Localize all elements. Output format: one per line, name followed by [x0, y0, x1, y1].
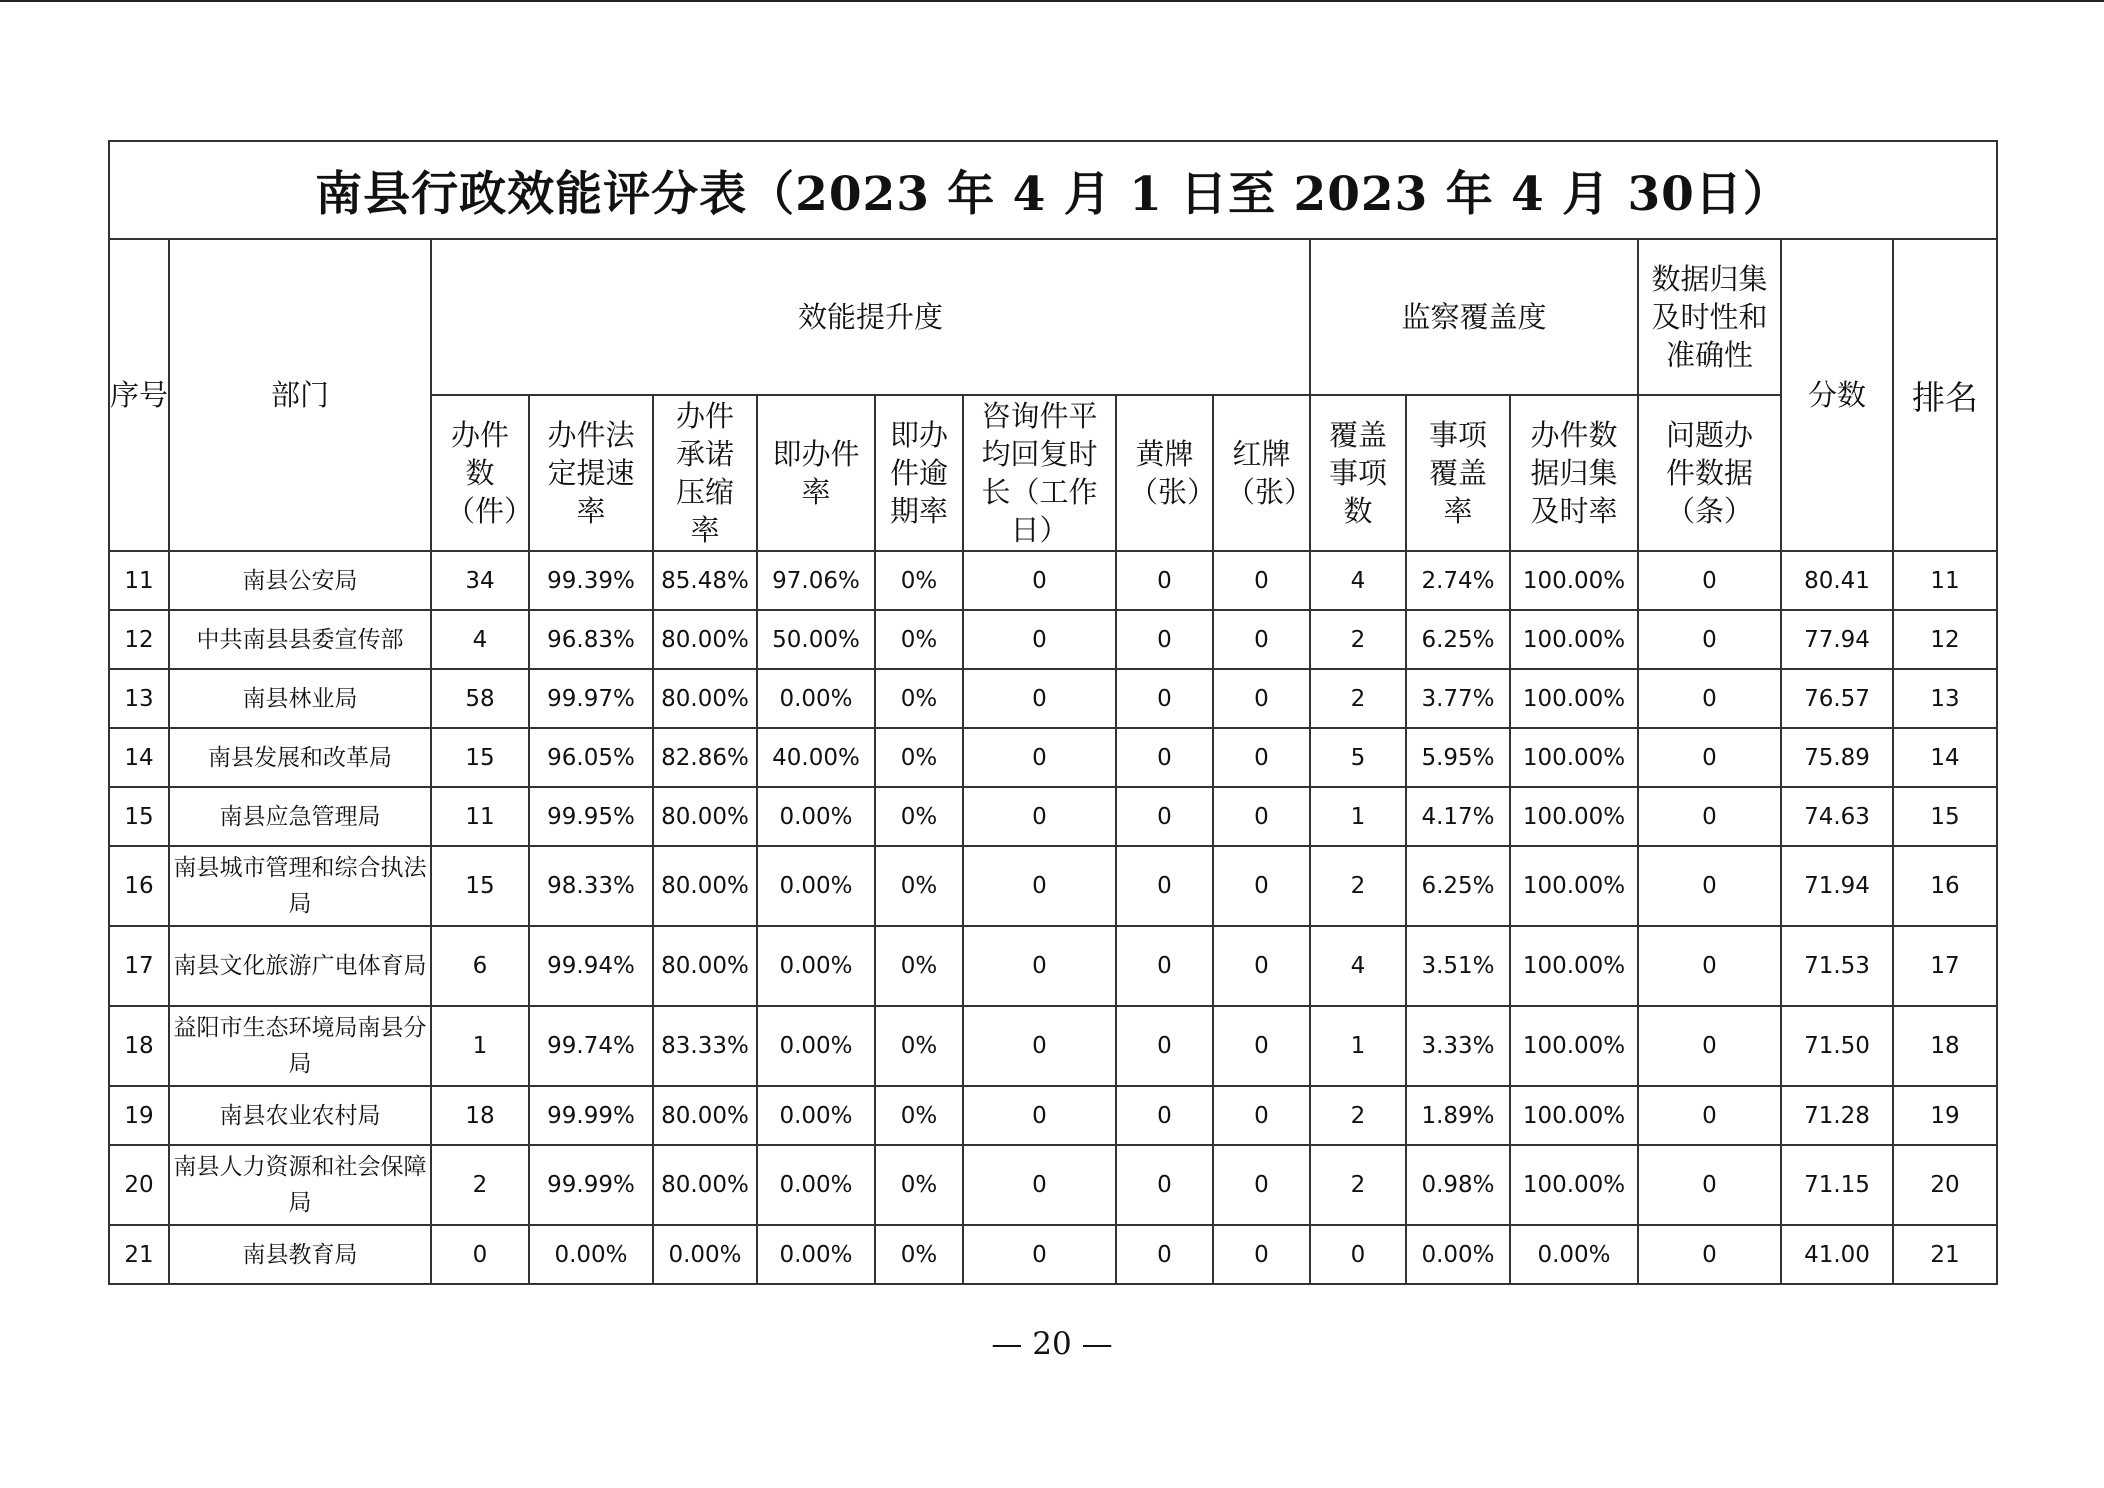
row-seq: 21 — [109, 1225, 169, 1284]
row-cell: 3.33% — [1406, 1006, 1510, 1086]
row-cell: 99.97% — [529, 669, 653, 728]
table-row — [109, 846, 1997, 926]
row-cell: 0% — [875, 669, 963, 728]
header-rank: 排名 — [1893, 239, 1997, 551]
row-cell: 0.00% — [653, 1225, 757, 1284]
table-row — [109, 926, 1997, 1006]
row-score: 75.89 — [1781, 728, 1893, 787]
row-cell: 0% — [875, 1225, 963, 1284]
row-cell: 99.99% — [529, 1145, 653, 1225]
row-dept: 南县人力资源和社会保障局 — [169, 1145, 431, 1225]
row-cell: 0.00% — [757, 1225, 875, 1284]
row-dept: 南县发展和改革局 — [169, 728, 431, 787]
row-cell: 0 — [963, 551, 1116, 610]
row-cell: 80.00% — [653, 669, 757, 728]
row-cell: 2 — [431, 1145, 529, 1225]
row-cell: 0 — [963, 1006, 1116, 1086]
table-row — [109, 1145, 1997, 1225]
row-cell: 0.00% — [757, 846, 875, 926]
row-score: 80.41 — [1781, 551, 1893, 610]
row-rank: 15 — [1893, 787, 1997, 846]
row-rank: 12 — [1893, 610, 1997, 669]
row-cell: 0.00% — [757, 926, 875, 1006]
row-cell: 99.39% — [529, 551, 653, 610]
row-score: 41.00 — [1781, 1225, 1893, 1284]
row-cell: 100.00% — [1510, 1086, 1638, 1145]
row-cell: 0 — [1638, 610, 1781, 669]
row-cell: 3.51% — [1406, 926, 1510, 1006]
row-cell: 0.00% — [1406, 1225, 1510, 1284]
row-seq: 17 — [109, 926, 169, 1006]
row-cell: 0 — [963, 787, 1116, 846]
row-cell: 100.00% — [1510, 787, 1638, 846]
row-cell: 100.00% — [1510, 610, 1638, 669]
header-col: 办件数（件） — [431, 395, 529, 551]
row-cell: 0 — [1116, 1006, 1213, 1086]
row-cell: 0% — [875, 926, 963, 1006]
row-cell: 4 — [1310, 551, 1406, 610]
row-cell: 0 — [1638, 1086, 1781, 1145]
row-cell: 1 — [1310, 1006, 1406, 1086]
row-cell: 0% — [875, 610, 963, 669]
header-col: 咨询件平均回复时长（工作日） — [963, 395, 1116, 551]
row-seq: 11 — [109, 551, 169, 610]
row-cell: 0.00% — [757, 1006, 875, 1086]
row-cell: 0.00% — [1510, 1225, 1638, 1284]
header-col: 办件数据归集及时率 — [1510, 395, 1638, 551]
row-cell: 0 — [1213, 610, 1310, 669]
row-rank: 16 — [1893, 846, 1997, 926]
row-cell: 0 — [1213, 1225, 1310, 1284]
row-cell: 0 — [1116, 610, 1213, 669]
row-cell: 0 — [1638, 846, 1781, 926]
header-col: 办件法定提速率 — [529, 395, 653, 551]
row-dept: 益阳市生态环境局南县分局 — [169, 1006, 431, 1086]
row-seq: 20 — [109, 1145, 169, 1225]
row-dept: 南县文化旅游广电体育局 — [169, 926, 431, 1006]
row-cell: 0% — [875, 846, 963, 926]
row-seq: 16 — [109, 846, 169, 926]
row-cell: 4.17% — [1406, 787, 1510, 846]
row-cell: 0.98% — [1406, 1145, 1510, 1225]
row-cell: 0.00% — [757, 1145, 875, 1225]
row-cell: 0 — [1213, 787, 1310, 846]
row-seq: 18 — [109, 1006, 169, 1086]
row-rank: 14 — [1893, 728, 1997, 787]
row-cell: 80.00% — [653, 787, 757, 846]
row-seq: 12 — [109, 610, 169, 669]
row-cell: 0 — [1638, 926, 1781, 1006]
row-score: 76.57 — [1781, 669, 1893, 728]
row-cell: 0 — [963, 610, 1116, 669]
row-cell: 0 — [1213, 669, 1310, 728]
row-cell: 0% — [875, 787, 963, 846]
row-dept: 南县教育局 — [169, 1225, 431, 1284]
row-cell: 0 — [1638, 551, 1781, 610]
row-cell: 0 — [963, 1225, 1116, 1284]
row-cell: 0 — [1116, 846, 1213, 926]
row-cell: 58 — [431, 669, 529, 728]
row-seq: 13 — [109, 669, 169, 728]
row-cell: 0.00% — [757, 787, 875, 846]
table-row — [109, 551, 1997, 610]
row-dept: 南县公安局 — [169, 551, 431, 610]
row-score: 71.50 — [1781, 1006, 1893, 1086]
header-col: 事项覆盖率 — [1406, 395, 1510, 551]
row-cell: 85.48% — [653, 551, 757, 610]
row-cell: 15 — [431, 728, 529, 787]
row-cell: 0% — [875, 1006, 963, 1086]
row-cell: 2.74% — [1406, 551, 1510, 610]
row-cell: 0 — [1116, 1086, 1213, 1145]
row-cell: 4 — [1310, 926, 1406, 1006]
row-rank: 18 — [1893, 1006, 1997, 1086]
row-score: 71.28 — [1781, 1086, 1893, 1145]
row-cell: 2 — [1310, 1145, 1406, 1225]
row-cell: 0 — [1638, 728, 1781, 787]
row-cell: 99.94% — [529, 926, 653, 1006]
row-cell: 80.00% — [653, 1086, 757, 1145]
header-col: 黄牌（张） — [1116, 395, 1213, 551]
row-cell: 0 — [1116, 669, 1213, 728]
row-cell: 0% — [875, 728, 963, 787]
row-cell: 0% — [875, 1086, 963, 1145]
row-cell: 11 — [431, 787, 529, 846]
row-cell: 100.00% — [1510, 669, 1638, 728]
row-cell: 0 — [963, 1145, 1116, 1225]
row-cell: 99.95% — [529, 787, 653, 846]
efficiency-score-table — [108, 140, 1998, 1285]
row-score: 74.63 — [1781, 787, 1893, 846]
row-rank: 21 — [1893, 1225, 1997, 1284]
page-number: — 20 — — [991, 1326, 1113, 1362]
row-score: 71.94 — [1781, 846, 1893, 926]
row-cell: 0 — [963, 846, 1116, 926]
row-cell: 100.00% — [1510, 846, 1638, 926]
row-cell: 100.00% — [1510, 926, 1638, 1006]
row-cell: 80.00% — [653, 846, 757, 926]
row-dept: 南县应急管理局 — [169, 787, 431, 846]
header-group-efficiency: 效能提升度 — [431, 239, 1310, 395]
row-cell: 2 — [1310, 1086, 1406, 1145]
table-row — [109, 669, 1997, 728]
row-cell: 0 — [1310, 1225, 1406, 1284]
row-cell: 96.05% — [529, 728, 653, 787]
row-rank: 17 — [1893, 926, 1997, 1006]
header-score: 分数 — [1781, 239, 1893, 551]
row-cell: 0 — [1116, 1145, 1213, 1225]
row-cell: 1 — [1310, 787, 1406, 846]
row-cell: 3.77% — [1406, 669, 1510, 728]
row-cell: 0 — [1638, 1225, 1781, 1284]
header-dept: 部门 — [169, 239, 431, 551]
row-cell: 0 — [1116, 728, 1213, 787]
row-cell: 0 — [963, 669, 1116, 728]
row-cell: 1 — [431, 1006, 529, 1086]
row-cell: 0 — [1116, 1225, 1213, 1284]
row-cell: 0 — [1213, 1145, 1310, 1225]
row-cell: 0 — [1116, 787, 1213, 846]
row-cell: 4 — [431, 610, 529, 669]
row-cell: 0.00% — [757, 669, 875, 728]
row-cell: 5 — [1310, 728, 1406, 787]
row-cell: 80.00% — [653, 1145, 757, 1225]
row-cell: 96.83% — [529, 610, 653, 669]
row-cell: 0 — [1638, 1006, 1781, 1086]
row-cell: 0 — [1213, 1006, 1310, 1086]
header-col: 红牌（张） — [1213, 395, 1310, 551]
row-cell: 0 — [963, 1086, 1116, 1145]
header-seq: 序号 — [109, 239, 169, 551]
row-cell: 0% — [875, 551, 963, 610]
row-cell: 100.00% — [1510, 1145, 1638, 1225]
header-col: 办件承诺压缩率 — [653, 395, 757, 551]
table-row — [109, 610, 1997, 669]
row-cell: 0 — [1213, 1086, 1310, 1145]
row-cell: 5.95% — [1406, 728, 1510, 787]
row-cell: 6.25% — [1406, 610, 1510, 669]
row-cell: 6.25% — [1406, 846, 1510, 926]
row-cell: 80.00% — [653, 610, 757, 669]
row-cell: 0 — [1116, 551, 1213, 610]
row-cell: 0 — [1213, 926, 1310, 1006]
table-title: 南县行政效能评分表（2023 年 4 月 1 日至 2023 年 4 月 30日） — [109, 141, 1997, 239]
table-row — [109, 1006, 1997, 1086]
row-cell: 0 — [963, 926, 1116, 1006]
row-cell: 0 — [1213, 846, 1310, 926]
row-cell: 100.00% — [1510, 1006, 1638, 1086]
row-score: 71.15 — [1781, 1145, 1893, 1225]
table-row — [109, 1086, 1997, 1145]
row-cell: 34 — [431, 551, 529, 610]
row-cell: 0 — [1213, 551, 1310, 610]
table-row — [109, 728, 1997, 787]
table-row — [109, 1225, 1997, 1284]
header-group-data: 数据归集及时性和准确性 — [1638, 239, 1781, 395]
row-cell: 18 — [431, 1086, 529, 1145]
row-cell: 99.99% — [529, 1086, 653, 1145]
row-cell: 80.00% — [653, 926, 757, 1006]
row-cell: 15 — [431, 846, 529, 926]
header-col: 即办件率 — [757, 395, 875, 551]
row-dept: 南县林业局 — [169, 669, 431, 728]
row-score: 77.94 — [1781, 610, 1893, 669]
row-cell: 6 — [431, 926, 529, 1006]
row-seq: 14 — [109, 728, 169, 787]
row-dept: 中共南县县委宣传部 — [169, 610, 431, 669]
row-cell: 1.89% — [1406, 1086, 1510, 1145]
row-cell: 0 — [1638, 1145, 1781, 1225]
row-cell: 100.00% — [1510, 728, 1638, 787]
row-cell: 0 — [1638, 669, 1781, 728]
row-rank: 19 — [1893, 1086, 1997, 1145]
row-cell: 97.06% — [757, 551, 875, 610]
row-cell: 0 — [431, 1225, 529, 1284]
header-col: 即办件逾期率 — [875, 395, 963, 551]
row-cell: 50.00% — [757, 610, 875, 669]
row-cell: 0.00% — [757, 1086, 875, 1145]
row-cell: 2 — [1310, 610, 1406, 669]
row-cell: 40.00% — [757, 728, 875, 787]
row-rank: 13 — [1893, 669, 1997, 728]
row-rank: 20 — [1893, 1145, 1997, 1225]
row-cell: 0.00% — [529, 1225, 653, 1284]
header-col: 覆盖事项数 — [1310, 395, 1406, 551]
row-cell: 83.33% — [653, 1006, 757, 1086]
row-seq: 19 — [109, 1086, 169, 1145]
row-cell: 0 — [1213, 728, 1310, 787]
row-rank: 11 — [1893, 551, 1997, 610]
header-group-supervision: 监察覆盖度 — [1310, 239, 1638, 395]
row-cell: 0 — [963, 728, 1116, 787]
row-cell: 0 — [1638, 787, 1781, 846]
top-border-line — [0, 0, 2104, 2]
row-cell: 100.00% — [1510, 551, 1638, 610]
row-cell: 2 — [1310, 846, 1406, 926]
row-score: 71.53 — [1781, 926, 1893, 1006]
row-cell: 98.33% — [529, 846, 653, 926]
row-cell: 82.86% — [653, 728, 757, 787]
header-col: 问题办件数据（条） — [1638, 395, 1781, 551]
row-cell: 0 — [1116, 926, 1213, 1006]
row-seq: 15 — [109, 787, 169, 846]
table-row — [109, 787, 1997, 846]
row-cell: 0% — [875, 1145, 963, 1225]
row-cell: 2 — [1310, 669, 1406, 728]
row-cell: 99.74% — [529, 1006, 653, 1086]
row-dept: 南县农业农村局 — [169, 1086, 431, 1145]
row-dept: 南县城市管理和综合执法局 — [169, 846, 431, 926]
